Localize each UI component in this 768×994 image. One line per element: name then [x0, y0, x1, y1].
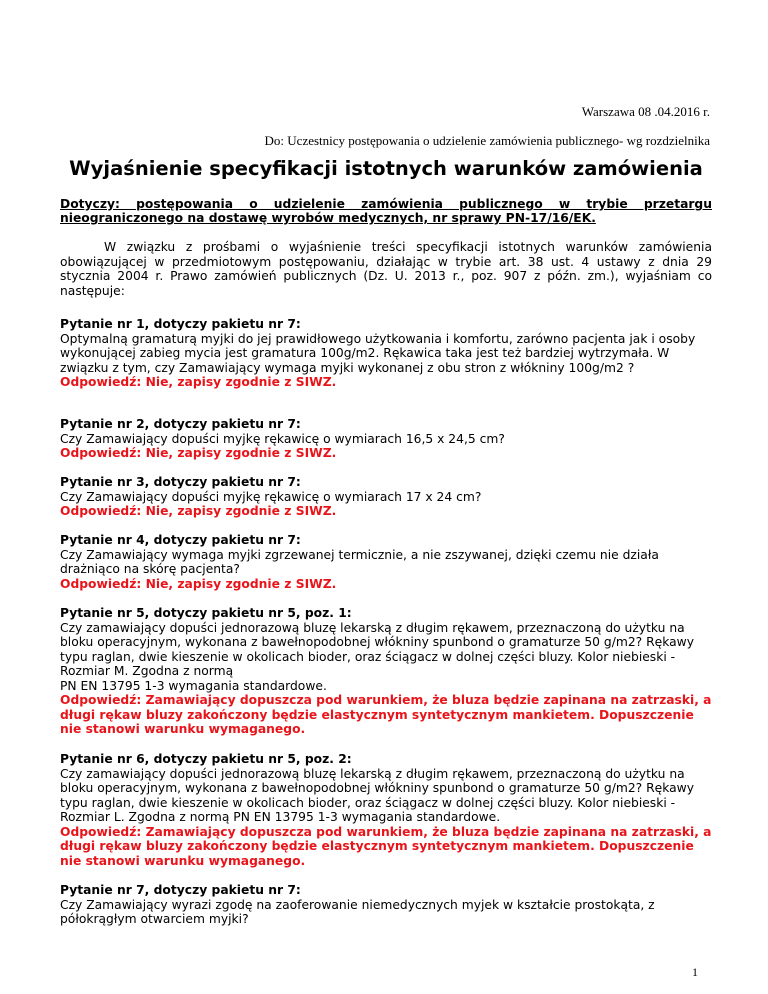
question-block-7: [60, 883, 712, 927]
answer-text: Odpowiedź: Zamawiający dopuszcza pod warunkiem, że bluza będzie zapinana na zatrzaski, a długi rękaw bluzy zakończony będzie elastycznym syntetycznym mankietem. Dopuszczenie nie stanowi warunku wymaganego.: [60, 824, 712, 868]
answer-text: Odpowiedź: Nie, zapisy zgodnie z SIWZ.: [60, 375, 337, 389]
question-heading: Pytanie nr 3, dotyczy pakietu nr 7:: [60, 475, 301, 489]
intro-paragraph: W związku z prośbami o wyjaśnienie treści specyfikacji istotnych warunków zamówienia obowiązującej w przedmiotowym postępowaniu, działając w trybie art. 38 ust. 4 ustawy z dnia 29 stycznia 2004 r. Prawo zamówień publicznych (Dz. U. 2013 r., poz. 907 z późn. zm.), wyjaśniam co następuje:: [60, 240, 712, 298]
answer-text: Odpowiedź: Nie, zapisy zgodnie z SIWZ.: [60, 446, 337, 460]
question-body: Czy Zamawiający wymaga myjki zgrzewanej termicznie, a nie zszywanej, dzięki czemu nie działa drażniąco na skórę pacjenta?: [60, 547, 659, 576]
question-body: Czy zamawiający dopuści jednorazową bluzę lekarską z długim rękawem, przeznaczoną do użytku na bloku operacyjnym, wykonana z bawełnopodobnej włókniny spunbond o gramaturze 50 g/m2? Rękawy typu raglan, dwie kieszenie w okolicach bioder, oraz ściągacz w dolnej części bluzy. Kolor niebieski - Rozmiar L. Zgodna z normą PN EN 13795 1-3 wymagania standardowe.: [60, 766, 694, 824]
question-body: Czy zamawiający dopuści jednorazową bluzę lekarską z długim rękawem, przeznaczoną do użytku na bloku operacyjnym, wykonana z bawełnopodobnej włókniny spunbond o gramaturze 50 g/m2? Rękawy typu raglan, dwie kieszenie w okolicach bioder, oraz ściągacz w dolnej części bluzy. Kolor niebieski - Rozmiar M. Zgodna z normą PN EN 13795 1-3 wymagania standardowe.: [60, 620, 694, 693]
question-body: Czy Zamawiający dopuści myjkę rękawicę o wymiarach 17 x 24 cm?: [60, 489, 482, 504]
question-body: Optymalną gramaturą myjki do jej prawidłowego użytkowania i komfortu, zarówno pacjenta jak i osoby wykonującej zabieg mycia jest gramatura 100g/m2. Rękawica taka jest też bardziej wytrzymała. W związku z tym, czy Zamawiający wymaga myjki wykonanej z obu stron z włókniny 100g/m2 ?: [60, 331, 696, 375]
question-heading: Pytanie nr 7, dotyczy pakietu nr 7:: [60, 883, 301, 897]
question-block-6: [60, 752, 712, 868]
question-block-4: [60, 533, 712, 591]
question-heading: Pytanie nr 6, dotyczy pakietu nr 5, poz. 2:: [60, 752, 352, 766]
question-heading: Pytanie nr 5, dotyczy pakietu nr 5, poz. 1:: [60, 606, 352, 620]
recipients-line: Do: Uczestnicy postępowania o udzielenie zamówienia publicznego- wg rozdzielnika: [264, 133, 710, 148]
question-body: Czy Zamawiający dopuści myjkę rękawicę o wymiarach 16,5 x 24,5 cm?: [60, 431, 505, 446]
answer-text: Odpowiedź: Nie, zapisy zgodnie z SIWZ.: [60, 504, 337, 518]
answer-text: Odpowiedź: Nie, zapisy zgodnie z SIWZ.: [60, 576, 337, 591]
question-body: Czy Zamawiający wyrazi zgodę na zaoferowanie niemedycznych myjek w kształcie prostokąta, z półokrągłym otwarciem myjki?: [60, 897, 655, 926]
document-date: Warszawa 08 .04.2016 r.: [581, 104, 710, 119]
question-block-5: [60, 606, 712, 737]
question-heading: Pytanie nr 1, dotyczy pakietu nr 7:: [60, 317, 301, 331]
question-block-3: [60, 475, 712, 519]
question-heading: Pytanie nr 2, dotyczy pakietu nr 7:: [60, 417, 301, 431]
page-number: 1: [692, 965, 698, 979]
question-block-1: [60, 317, 712, 390]
answer-text: Odpowiedź: Zamawiający dopuszcza pod warunkiem, że bluza będzie zapinana na zatrzaski, a długi rękaw bluzy zakończony będzie elastycznym syntetycznym mankietem. Dopuszczenie nie stanowi warunku wymaganego.: [60, 693, 712, 736]
subject-line: Dotyczy: postępowania o udzielenie zamówienia publicznego w trybie przetargu nieograniczonego na dostawę wyrobów medycznych, nr sprawy PN-17/16/EK.: [60, 197, 712, 225]
document-title: Wyjaśnienie specyfikacji istotnych warunków zamówienia: [69, 157, 703, 180]
question-heading: Pytanie nr 4, dotyczy pakietu nr 7:: [60, 533, 301, 547]
question-block-2: [60, 417, 712, 461]
